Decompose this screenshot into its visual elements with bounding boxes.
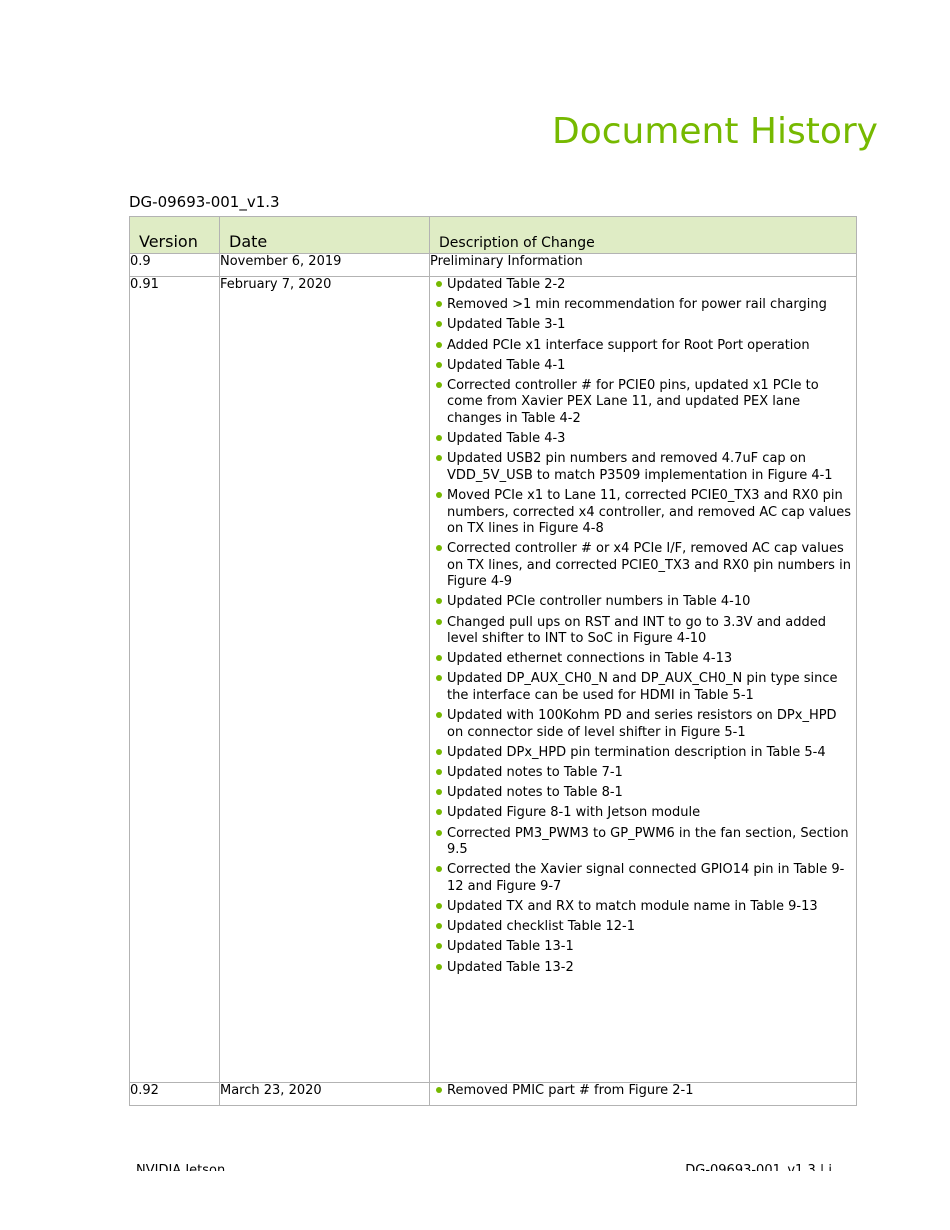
- change-text: Updated Table 13-2: [447, 959, 574, 975]
- bullet-icon: [436, 943, 442, 949]
- change-item: [430, 338, 856, 355]
- table-row: [130, 277, 857, 1083]
- bullet-icon: [436, 342, 442, 348]
- change-item: [430, 594, 856, 611]
- bullet-icon: [436, 923, 442, 929]
- bullet-icon: [436, 281, 442, 287]
- change-item: [430, 745, 856, 762]
- change-text: Corrected the Xavier signal connected GPIO14 pin in Table 9-12 and Figure 9-7: [447, 862, 845, 894]
- bullet-icon: [436, 675, 442, 681]
- change-item: [430, 939, 856, 956]
- change-text: Updated Table 2-2: [447, 277, 566, 292]
- bullet-icon: [436, 789, 442, 795]
- change-item: [430, 765, 856, 782]
- change-text: Updated PCIe controller numbers in Table 4-10: [447, 594, 751, 610]
- change-text: Removed PMIC part # from Figure 2-1: [447, 1083, 694, 1098]
- change-item: [430, 651, 856, 668]
- bullet-icon: [436, 492, 442, 498]
- change-item: [430, 317, 856, 334]
- change-text: Updated USB2 pin numbers and removed 4.7uF cap on VDD_5V_USB to match P3509 implementation in Figure 4-1: [447, 451, 833, 483]
- bullet-icon: [436, 769, 442, 775]
- document-history-table: [129, 216, 857, 1106]
- change-item: [430, 826, 856, 859]
- change-list: [430, 1083, 856, 1100]
- change-item: [430, 671, 856, 704]
- change-item: [430, 960, 856, 977]
- change-text: Updated checklist Table 12-1: [447, 919, 636, 935]
- bullet-icon: [436, 321, 442, 327]
- bullet-icon: [436, 362, 442, 368]
- change-text: Updated ethernet connections in Table 4-13: [447, 651, 733, 667]
- change-item: [430, 805, 856, 822]
- change-text: Changed pull ups on RST and INT to go to 3.3V and added level shifter to INT to SoC in Figure 4-10: [447, 614, 827, 647]
- bullet-icon: [436, 830, 442, 836]
- change-text: Removed >1 min recommendation for power rail charging: [447, 297, 827, 313]
- date-cell: February 7, 2020: [220, 277, 430, 1083]
- bullet-icon: [436, 903, 442, 909]
- table-row: [130, 1083, 857, 1106]
- page-title: Document History: [551, 111, 878, 152]
- bullet-icon: [436, 545, 442, 551]
- change-text: Corrected PM3_PWM3 to GP_PWM6 in the fan section, Section 9.5: [447, 825, 849, 858]
- change-text: Updated notes to Table 7-1: [447, 765, 623, 780]
- change-text: Updated DPx_HPD pin termination description in Table 5-4: [447, 744, 826, 760]
- bullet-icon: [436, 619, 442, 625]
- bullet-icon: [436, 749, 442, 755]
- bullet-icon: [436, 809, 442, 815]
- change-item: [430, 277, 856, 294]
- change-item: [430, 378, 856, 428]
- change-text: Updated Table 3-1: [447, 317, 566, 333]
- bullet-icon: [436, 301, 442, 307]
- description-cell: [430, 1083, 857, 1106]
- bullet-icon: [436, 712, 442, 718]
- change-item: [430, 785, 856, 802]
- version-cell: 0.92: [130, 1083, 220, 1106]
- date-cell: March 23, 2020: [220, 1083, 430, 1106]
- column-header-date: Date: [220, 217, 430, 254]
- change-text: Updated notes to Table 8-1: [447, 785, 623, 801]
- change-item: [430, 1083, 856, 1100]
- change-text: Updated Figure 8-1 with Jetson module: [447, 805, 701, 821]
- change-item: [430, 615, 856, 648]
- change-text: Updated Table 4-1: [447, 357, 566, 373]
- change-text: Added PCIe x1 interface support for Root Port operation: [447, 337, 810, 353]
- change-item: [430, 919, 856, 936]
- change-text: Updated Table 4-3: [447, 431, 566, 447]
- version-cell: 0.91: [130, 277, 220, 1083]
- bullet-icon: [436, 455, 442, 461]
- change-text: Corrected controller # or x4 PCIe I/F, removed AC cap values on TX lines, and corrected PCIE0_TX3 and RX0 pin numbers in Figure 4-9: [447, 541, 851, 590]
- description-cell: Preliminary Information: [430, 254, 857, 277]
- document-id: DG-09693-001_v1.3: [129, 193, 280, 211]
- change-item: [430, 541, 856, 591]
- change-item: [430, 297, 856, 314]
- change-item: [430, 358, 856, 375]
- column-header-version: Version: [130, 217, 220, 254]
- change-text: Corrected controller # for PCIE0 pins, updated x1 PCIe to come from Xavier PEX Lane 11, and updated PEX lane changes in Table 4-2: [447, 377, 819, 426]
- change-item: [430, 899, 856, 916]
- change-item: [430, 708, 856, 741]
- bullet-icon: [436, 382, 442, 388]
- table-row: [130, 254, 857, 277]
- change-item: [430, 431, 856, 448]
- bullet-icon: [436, 964, 442, 970]
- change-item: [430, 862, 856, 895]
- column-header-description: Description of Change: [430, 217, 857, 254]
- change-list: [430, 277, 856, 976]
- bullet-icon: [436, 866, 442, 872]
- version-cell: 0.9: [130, 254, 220, 277]
- page-crop-edge: [0, 1171, 950, 1230]
- change-text: Updated with 100Kohm PD and series resistors on DPx_HPD on connector side of level shifter in Figure 5-1: [447, 708, 837, 740]
- change-text: Updated TX and RX to match module name in Table 9-13: [447, 898, 818, 914]
- change-text: Moved PCIe x1 to Lane 11, corrected PCIE0_TX3 and RX0 pin numbers, corrected x4 controller, and removed AC cap values on TX lines in Figure 4-8: [447, 488, 852, 536]
- change-item: [430, 451, 856, 484]
- bullet-icon: [436, 1087, 442, 1093]
- change-text: Updated Table 13-1: [447, 939, 574, 955]
- description-cell: [430, 277, 857, 1083]
- table-header-row: [130, 217, 857, 254]
- date-cell: November 6, 2019: [220, 254, 430, 277]
- bullet-icon: [436, 598, 442, 604]
- change-item: [430, 488, 856, 538]
- change-text: Updated DP_AUX_CH0_N and DP_AUX_CH0_N pin type since the interface can be used for HDMI in Table 5-1: [447, 671, 838, 703]
- bullet-icon: [436, 435, 442, 441]
- bullet-icon: [436, 655, 442, 661]
